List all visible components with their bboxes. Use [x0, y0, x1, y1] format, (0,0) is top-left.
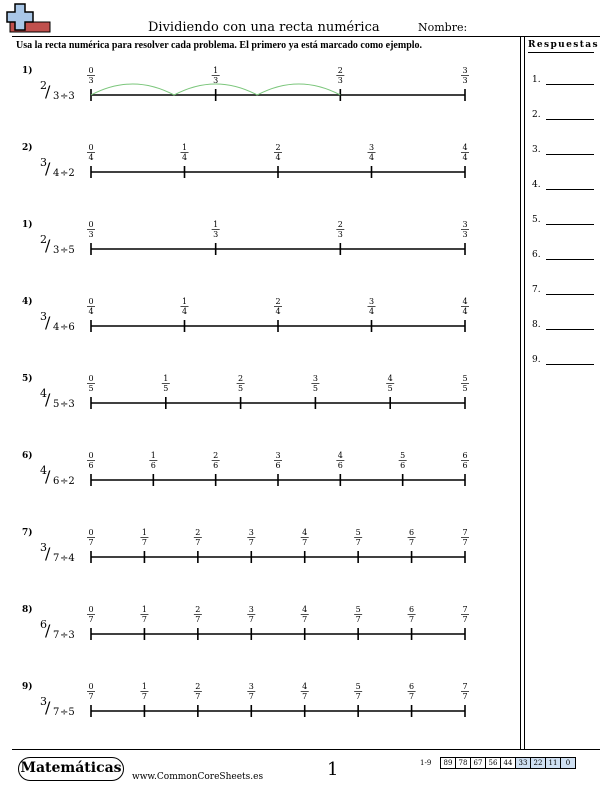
dividend-numerator: 3	[40, 695, 47, 708]
dividend-numerator: 4	[40, 387, 47, 400]
tick-denominator: 4	[181, 153, 188, 162]
tick-numerator: 0	[88, 297, 94, 306]
tick-numerator: 5	[355, 682, 361, 691]
problem-7	[22, 527, 469, 564]
score-cell: 56	[486, 758, 501, 769]
tick-numerator: 3	[462, 220, 468, 229]
tick-denominator: 3	[213, 230, 219, 239]
tick-numerator: 0	[88, 374, 94, 383]
tick-numerator: 1	[141, 605, 147, 614]
fraction-slash: /	[45, 236, 51, 255]
tick-numerator: 2	[275, 297, 281, 306]
tick-numerator: 3	[462, 66, 468, 75]
tick-denominator: 7	[302, 538, 308, 547]
tick-numerator: 4	[462, 143, 468, 152]
fraction-slash: /	[45, 467, 51, 486]
divisor: ÷5	[60, 707, 75, 718]
divisor: ÷5	[60, 245, 75, 256]
tick-numerator: 2	[195, 605, 201, 614]
tick-numerator: 6	[409, 605, 415, 614]
tick-numerator: 1	[141, 528, 147, 537]
fraction-slash: /	[45, 544, 51, 563]
dividend-numerator: 3	[40, 541, 47, 554]
tick-numerator: 4	[302, 528, 308, 537]
tick-denominator: 7	[141, 692, 147, 701]
tick-denominator: 7	[409, 538, 415, 547]
answer-number: 4.	[532, 180, 541, 190]
fraction-slash: /	[45, 82, 51, 101]
problem-number: 1)	[22, 220, 33, 230]
dividend-numerator: 6	[40, 618, 47, 631]
answers-title: Respuestas	[528, 40, 599, 50]
tick-numerator: 3	[312, 374, 318, 383]
problem-number: 8)	[22, 605, 33, 615]
tick-denominator: 7	[355, 692, 361, 701]
tick-denominator: 6	[400, 461, 406, 470]
tick-numerator: 3	[248, 682, 254, 691]
tick-numerator: 0	[88, 528, 94, 537]
divisor: ÷2	[60, 168, 75, 179]
tick-denominator: 5	[163, 384, 169, 393]
tick-denominator: 4	[368, 307, 375, 316]
divisor: ÷3	[60, 630, 75, 641]
tick-denominator: 7	[302, 692, 308, 701]
instructions-text: Usa la recta numérica para resolver cada problema. El primero ya está marcado como ejemplo.	[16, 40, 423, 51]
tick-denominator: 3	[213, 76, 219, 85]
dividend-denominator: 7	[53, 553, 60, 564]
dividend-denominator: 3	[53, 245, 60, 256]
tick-numerator: 3	[368, 297, 375, 306]
dividend-denominator: 4	[53, 322, 60, 333]
problem-6	[22, 450, 469, 487]
fraction-slash: /	[45, 621, 51, 640]
tick-denominator: 6	[337, 461, 343, 470]
tick-denominator: 5	[462, 384, 468, 393]
tick-numerator: 6	[409, 528, 415, 537]
tick-denominator: 6	[88, 461, 94, 470]
tick-denominator: 7	[141, 615, 147, 624]
problem-1	[22, 65, 469, 102]
tick-numerator: 1	[213, 220, 219, 229]
tick-denominator: 6	[275, 461, 281, 470]
answer-number: 8.	[532, 320, 541, 330]
tick-numerator: 1	[163, 374, 169, 383]
dividend-numerator: 2	[40, 233, 47, 246]
jump-arc	[91, 84, 174, 95]
dividend-numerator: 2	[40, 79, 47, 92]
tick-denominator: 5	[312, 384, 318, 393]
tick-denominator: 7	[141, 538, 147, 547]
tick-numerator: 0	[88, 143, 94, 152]
dividend-numerator: 3	[40, 156, 47, 169]
score-cell: 89	[441, 758, 456, 769]
tick-denominator: 7	[248, 538, 254, 547]
divisor: ÷3	[60, 91, 75, 102]
tick-denominator: 7	[355, 538, 361, 547]
answer-number: 1.	[532, 75, 541, 85]
problem-number: 7)	[22, 528, 33, 538]
tick-numerator: 1	[141, 682, 147, 691]
tick-denominator: 7	[302, 615, 308, 624]
tick-numerator: 0	[88, 66, 94, 75]
tick-numerator: 4	[337, 451, 343, 460]
tick-numerator: 6	[462, 451, 468, 460]
tick-numerator: 1	[213, 66, 219, 75]
dividend-denominator: 3	[53, 91, 60, 102]
tick-denominator: 7	[88, 615, 94, 624]
tick-denominator: 6	[462, 461, 468, 470]
tick-denominator: 3	[337, 230, 343, 239]
score-cell: 22	[531, 758, 546, 769]
tick-numerator: 5	[355, 605, 361, 614]
dividend-denominator: 7	[53, 630, 60, 641]
answer-number: 7.	[532, 285, 541, 295]
tick-numerator: 7	[462, 528, 468, 537]
fraction-slash: /	[45, 698, 51, 717]
tick-denominator: 3	[88, 76, 94, 85]
problem-number: 1)	[22, 66, 33, 76]
tick-numerator: 4	[302, 605, 308, 614]
score-cell: 0	[561, 758, 576, 769]
tick-denominator: 3	[88, 230, 94, 239]
tick-denominator: 7	[462, 692, 468, 701]
tick-numerator: 4	[462, 297, 468, 306]
tick-numerator: 0	[88, 220, 94, 229]
tick-numerator: 2	[275, 143, 281, 152]
tick-numerator: 1	[181, 143, 188, 152]
tick-denominator: 7	[88, 692, 94, 701]
name-label: Nombre:	[418, 21, 468, 34]
problem-number: 5)	[22, 374, 33, 384]
fraction-slash: /	[45, 159, 51, 178]
dividend-denominator: 5	[53, 399, 60, 410]
problem-number: 4)	[22, 297, 33, 307]
dividend-denominator: 7	[53, 707, 60, 718]
fraction-slash: /	[45, 313, 51, 332]
tick-numerator: 0	[88, 682, 94, 691]
answer-number: 9.	[532, 355, 541, 365]
tick-numerator: 3	[248, 605, 254, 614]
dividend-numerator: 4	[40, 464, 47, 477]
score-cell: 33	[516, 758, 531, 769]
tick-numerator: 3	[275, 451, 281, 460]
score-table	[440, 757, 576, 769]
problem-8	[22, 604, 469, 641]
tick-denominator: 7	[355, 615, 361, 624]
score-cell: 11	[546, 758, 561, 769]
score-cell: 44	[501, 758, 516, 769]
tick-numerator: 2	[213, 451, 219, 460]
tick-numerator: 0	[88, 605, 94, 614]
tick-denominator: 7	[195, 615, 201, 624]
page-number: 1	[327, 759, 339, 780]
footer-rule	[12, 749, 600, 750]
tick-numerator: 3	[248, 528, 254, 537]
dividend-denominator: 6	[53, 476, 60, 487]
problem-4	[22, 296, 469, 333]
problem-number: 6)	[22, 451, 33, 461]
tick-numerator: 2	[238, 374, 244, 383]
tick-denominator: 4	[462, 307, 468, 316]
tick-denominator: 3	[462, 230, 468, 239]
tick-numerator: 2	[195, 528, 201, 537]
tick-numerator: 7	[462, 682, 468, 691]
brand-badge: Matemáticas	[18, 757, 124, 781]
problem-9	[22, 681, 469, 718]
tick-numerator: 0	[88, 451, 94, 460]
tick-denominator: 4	[88, 153, 94, 162]
worksheet-title: Dividiendo con una recta numérica	[148, 20, 380, 35]
answer-number: 5.	[532, 215, 541, 225]
tick-numerator: 1	[150, 451, 156, 460]
tick-denominator: 3	[337, 76, 343, 85]
tick-numerator: 5	[462, 374, 468, 383]
tick-denominator: 7	[248, 692, 254, 701]
tick-denominator: 5	[387, 384, 393, 393]
score-range-label: 1-9	[420, 759, 432, 767]
tick-numerator: 2	[337, 66, 343, 75]
tick-numerator: 5	[355, 528, 361, 537]
tick-numerator: 5	[400, 451, 406, 460]
tick-denominator: 5	[238, 384, 244, 393]
answer-number: 3.	[532, 145, 541, 155]
divisor: ÷2	[60, 476, 75, 487]
dividend-numerator: 3	[40, 310, 47, 323]
fraction-slash: /	[45, 390, 51, 409]
tick-numerator: 2	[337, 220, 343, 229]
tick-denominator: 4	[462, 153, 468, 162]
tick-numerator: 3	[368, 143, 375, 152]
tick-numerator: 4	[387, 374, 393, 383]
problem-2	[22, 142, 469, 179]
tick-numerator: 6	[409, 682, 415, 691]
tick-denominator: 4	[275, 307, 281, 316]
jump-arc	[257, 84, 340, 95]
tick-denominator: 4	[181, 307, 188, 316]
score-cell: 67	[471, 758, 486, 769]
divisor: ÷4	[60, 553, 75, 564]
tick-denominator: 7	[248, 615, 254, 624]
tick-denominator: 7	[88, 538, 94, 547]
tick-denominator: 6	[213, 461, 219, 470]
tick-denominator: 7	[409, 692, 415, 701]
problem-number: 2)	[22, 143, 33, 153]
tick-numerator: 1	[181, 297, 188, 306]
problem-3	[22, 219, 469, 256]
answer-number: 6.	[532, 250, 541, 260]
tick-denominator: 6	[150, 461, 156, 470]
answer-number: 2.	[532, 110, 541, 120]
tick-denominator: 7	[409, 615, 415, 624]
tick-denominator: 7	[195, 538, 201, 547]
tick-denominator: 7	[462, 538, 468, 547]
tick-denominator: 5	[88, 384, 94, 393]
tick-numerator: 2	[195, 682, 201, 691]
problem-number: 9)	[22, 682, 33, 692]
score-cell: 78	[456, 758, 471, 769]
site-url[interactable]: www.CommonCoreSheets.es	[132, 772, 264, 782]
dividend-denominator: 4	[53, 168, 60, 179]
tick-denominator: 7	[195, 692, 201, 701]
divisor: ÷6	[60, 322, 75, 333]
tick-denominator: 4	[88, 307, 94, 316]
problem-5	[22, 373, 469, 410]
tick-denominator: 4	[368, 153, 375, 162]
tick-denominator: 4	[275, 153, 281, 162]
tick-numerator: 4	[302, 682, 308, 691]
tick-denominator: 3	[462, 76, 468, 85]
tick-numerator: 7	[462, 605, 468, 614]
tick-denominator: 7	[462, 615, 468, 624]
divisor: ÷3	[60, 399, 75, 410]
